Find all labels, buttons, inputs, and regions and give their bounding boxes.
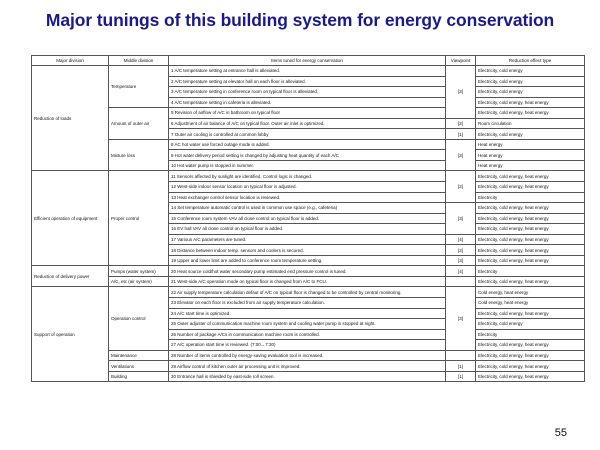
item-cell: 8 AC hot water use forced outage mode is added.: [169, 139, 446, 150]
effect-cell: Electricity, cold energy, heat energy: [476, 108, 585, 119]
viewpoint-cell: [4]: [446, 266, 476, 277]
item-cell: 15 Conference room system VAV all close control on typical floor is added.: [169, 213, 446, 224]
viewpoint-cell: [4]: [446, 234, 476, 245]
viewpoint-cell: [1]: [446, 371, 476, 382]
item-cell: 5 Revision of airflow of A/C in bathroom on typical floor: [169, 108, 446, 119]
item-cell: 7 Outer air cooling is controlled at common lobby: [169, 129, 446, 140]
effect-cell: Room circulation: [476, 118, 585, 129]
viewpoint-cell: [446, 276, 476, 287]
item-cell: 11 Sensors affected by sunlight are identified. Control logic is changed.: [169, 171, 446, 182]
item-cell: 17 Various A/C parameters are tuned.: [169, 234, 446, 245]
item-cell: 23 Elevator on each floor is excluded from air supply temperature calculation.: [169, 298, 446, 309]
major-division-cell: Reduction of loads: [32, 66, 109, 171]
viewpoint-cell: [3]: [446, 287, 476, 350]
header-effect: Reduction effect type: [476, 56, 585, 66]
item-cell: 9 Hot water delivery period setting is changed by adjusting heat quantity of each A/C: [169, 150, 446, 161]
effect-cell: Cold energy, heat energy: [476, 298, 585, 309]
item-cell: 22 Air supply temperature calculation defaut of A/C on typical floor is changed to be controlled by central monitoring.: [169, 287, 446, 298]
header-middle-division: Middle division: [109, 56, 169, 66]
effect-cell: Electricity, cold energy, heat energy: [476, 350, 585, 361]
effect-cell: Electricity, cold energy, heat energy: [476, 213, 585, 224]
middle-division-cell: Building: [109, 371, 169, 382]
effect-cell: Electricity, cold energy, heat energy: [476, 224, 585, 235]
item-cell: 25 Outer adjuster of communication machine room system and cooling water pump is stopped at night.: [169, 319, 446, 330]
viewpoint-cell: [2]: [446, 171, 476, 203]
effect-cell: Electricity, cold energy, heat energy: [476, 371, 585, 382]
table-row: [32, 276, 585, 287]
header-major-division: Major division: [32, 56, 109, 66]
item-cell: 27 A/C operation start time is reviewed. (7:00→7:30): [169, 340, 446, 351]
table-row: [32, 108, 585, 119]
table-row: [32, 371, 585, 382]
effect-cell: Electricity, cold energy, heat energy: [476, 255, 585, 266]
effect-cell: Electricity, cold energy: [476, 319, 585, 330]
header-items: Items tuned for energy conservation: [169, 56, 446, 66]
item-cell: 14 Set temperature automatic control is used in common use space (e.g., cafeteria): [169, 203, 446, 214]
viewpoint-cell: [1]: [446, 129, 476, 140]
effect-cell: Heat energy: [476, 160, 585, 171]
middle-division-cell: Mixture loss: [109, 139, 169, 171]
effect-cell: Heat energy: [476, 150, 585, 161]
viewpoint-cell: [2]: [446, 118, 476, 129]
viewpoint-cell: [3]: [446, 255, 476, 266]
item-cell: 13 Heat exchanger control sensor location is reviewed.: [169, 192, 446, 203]
major-division-cell: Efficient operation of equipment: [32, 171, 109, 266]
effect-cell: Electricity, cold energy, heat energy: [476, 276, 585, 287]
item-cell: 28 Number of items controlled by energy-saving evaluation tool is increased.: [169, 350, 446, 361]
item-cell: 2 A/C temperature setting at elevator hall on each floor is alleviated.: [169, 76, 446, 87]
table-row: [32, 350, 585, 361]
header-viewpoint: Viewpoint: [446, 56, 476, 66]
slide-title: Major tunings of this building system for energy conservation: [45, 10, 555, 30]
viewpoint-cell: [3]: [446, 203, 476, 235]
effect-cell: Electricity, cold energy: [476, 129, 585, 140]
item-cell: 30 Entrance hall is shielded by east-side roll screen.: [169, 371, 446, 382]
effect-cell: Electricity: [476, 266, 585, 277]
item-cell: 1 A/C temperature setting at entrance hall is alleviated.: [169, 66, 446, 77]
middle-division-cell: Pumps (water system): [109, 266, 169, 277]
item-cell: 26 Number of package A/Cs in communication machine room is controlled.: [169, 329, 446, 340]
table-header-row: [32, 56, 585, 66]
viewpoint-cell: [3]: [446, 139, 476, 171]
effect-cell: Electricity, cold energy, heat energy: [476, 171, 585, 182]
middle-division-cell: Operation control: [109, 287, 169, 350]
effect-cell: Electricity, cold energy, heat energy: [476, 245, 585, 256]
item-cell: 10 Hot water pump is stopped in summer.: [169, 160, 446, 171]
effect-cell: Electricity, cold energy, heat energy: [476, 361, 585, 372]
major-division-cell: Reduction of delivery power: [32, 266, 109, 287]
page-number: 55: [554, 427, 567, 439]
table-row: [32, 171, 585, 182]
item-cell: 19 Upper and lower limit are added to conference room temperature setting.: [169, 255, 446, 266]
middle-division-cell: Ventilations: [109, 361, 169, 372]
effect-cell: Electricity, cold energy, heat energy: [476, 234, 585, 245]
effect-cell: Electricity, cold energy: [476, 66, 585, 77]
table-row: [32, 266, 585, 277]
effect-cell: Electricity, cold energy, heat energy: [476, 308, 585, 319]
viewpoint-cell: [446, 350, 476, 361]
item-cell: 6 Adjustment of air balance of A/C on typical floor. Outer air inlet is optimized.: [169, 118, 446, 129]
viewpoint-cell: [1]: [446, 361, 476, 372]
effect-cell: Electricity, cold energy: [476, 87, 585, 98]
effect-cell: Electricity, cold energy, heat energy: [476, 340, 585, 351]
table-row: [32, 287, 585, 298]
effect-cell: Electricity, cold energy, heat energy: [476, 182, 585, 193]
middle-division-cell: Amount of outer air: [109, 108, 169, 140]
effect-cell: Electricity: [476, 192, 585, 203]
effect-cell: Heat energy: [476, 139, 585, 150]
middle-division-cell: A/C, etc (air system): [109, 276, 169, 287]
table-row: [32, 139, 585, 150]
item-cell: 21 West-side A/C operation mode on typical floor is changed from A/C to FCU.: [169, 276, 446, 287]
viewpoint-cell: [2]: [446, 245, 476, 256]
effect-cell: Electricity, cold energy: [476, 76, 585, 87]
item-cell: 18 Distance between indoor temp. sensors and coolers is secured.: [169, 245, 446, 256]
item-cell: 29 Airflow control of kitchen outer air processing unit is improved.: [169, 361, 446, 372]
table-row: [32, 66, 585, 77]
effect-cell: Electricity: [476, 329, 585, 340]
viewpoint-cell: [3]: [446, 66, 476, 119]
item-cell: 16 EV hall VAV all close control on typical floor is added.: [169, 224, 446, 235]
middle-division-cell: Temperature: [109, 66, 169, 108]
middle-division-cell: Maintenance: [109, 350, 169, 361]
effect-cell: Cold energy, heat energy: [476, 287, 585, 298]
item-cell: 24 A/C start time is optimized.: [169, 308, 446, 319]
tuning-table: [31, 55, 585, 382]
table-row: [32, 361, 585, 372]
item-cell: 20 Heat source cold/hot water secondary pump estimated end pressure control is tuned.: [169, 266, 446, 277]
effect-cell: Electricity, cold energy, heat energy: [476, 97, 585, 108]
item-cell: 3 A/C temperature setting in conference room on typical floor is alleviated.: [169, 87, 446, 98]
item-cell: 4 A/C temperature setting in cafeteria is alleviated.: [169, 97, 446, 108]
middle-division-cell: Proper control: [109, 171, 169, 266]
item-cell: 12 West-side indoor sensor location on typical floor is adjusted.: [169, 182, 446, 193]
major-division-cell: Support of operation: [32, 287, 109, 382]
effect-cell: Electricity, cold energy, heat energy: [476, 203, 585, 214]
